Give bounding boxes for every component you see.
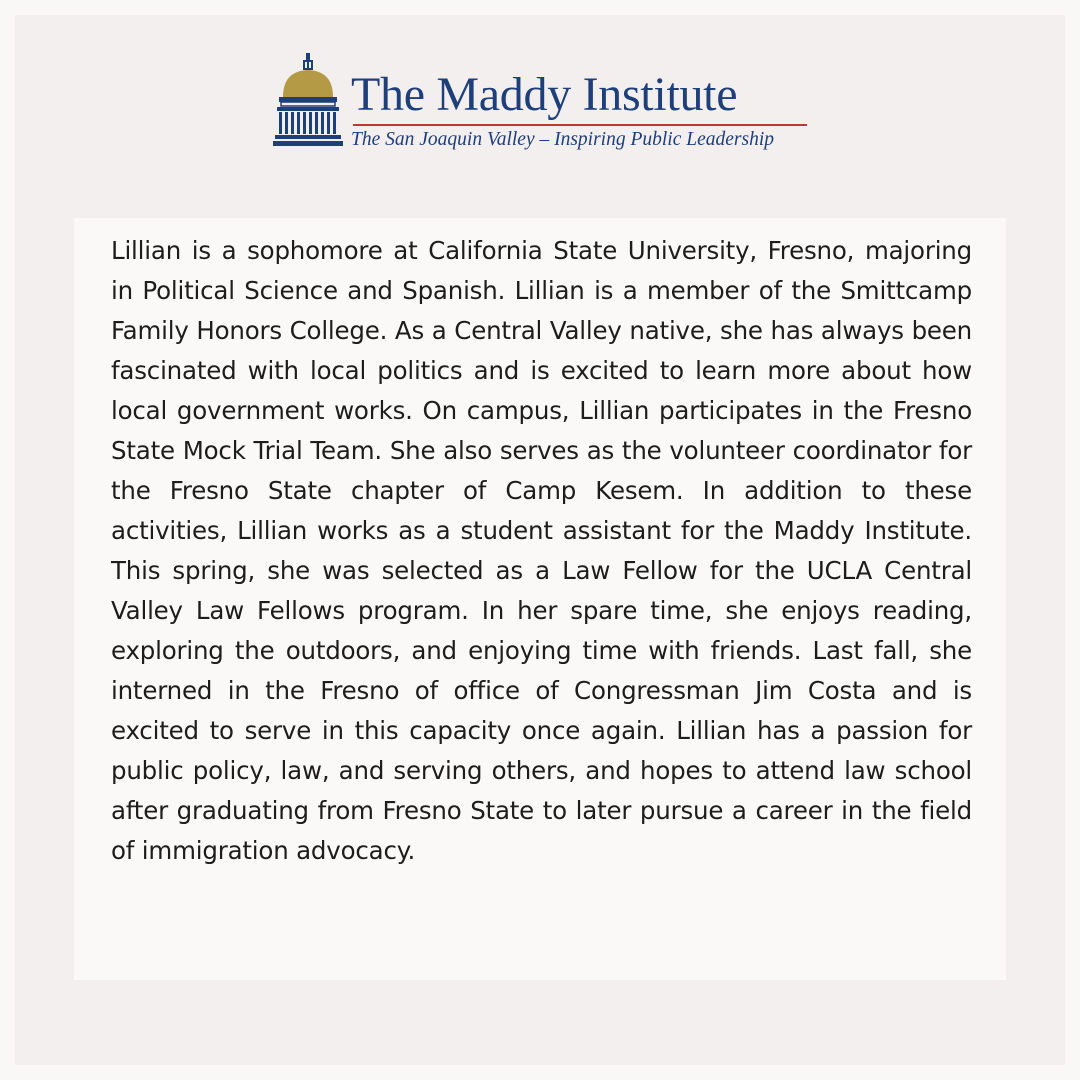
bio-card <box>74 218 1006 980</box>
maddy-institute-logo <box>273 51 813 161</box>
bio-paragraph: Lillian is a sophomore at California State University, Fresno, majoring in Political Science and Spanish. Lillian is a member of the Smittcamp Family Honors College. As a Central Valley native, she has always been fascinated with local politics and is excited to learn more about how local government works. On campus, Lillian participates in the Fresno State Mock Trial Team. She also serves as the volunteer coordinator for the Fresno State chapter of Camp Kesem. In addition to these activities, Lillian works as a student assistant for the Maddy Institute. This spring, she was selected as a Law Fellow for the UCLA Central Valley Law Fellows program. In her spare time, she enjoys reading, exploring the outdoors, and enjoying time with friends. Last fall, she interned in the Fresno of office of Congressman Jim Costa and is excited to serve in this capacity once again. Lillian has a passion for public policy, law, and serving others, and hopes to attend law school after graduating from Fresno State to later pursue a career in the field of immigration advocacy. <box>111 236 972 865</box>
logo-divider <box>353 124 807 126</box>
page-background <box>15 15 1065 1065</box>
capitol-dome-icon <box>273 51 343 151</box>
logo-tagline: The San Joaquin Valley – Inspiring Public Leadership <box>351 129 775 150</box>
logo-title: The Maddy Institute <box>351 68 738 121</box>
